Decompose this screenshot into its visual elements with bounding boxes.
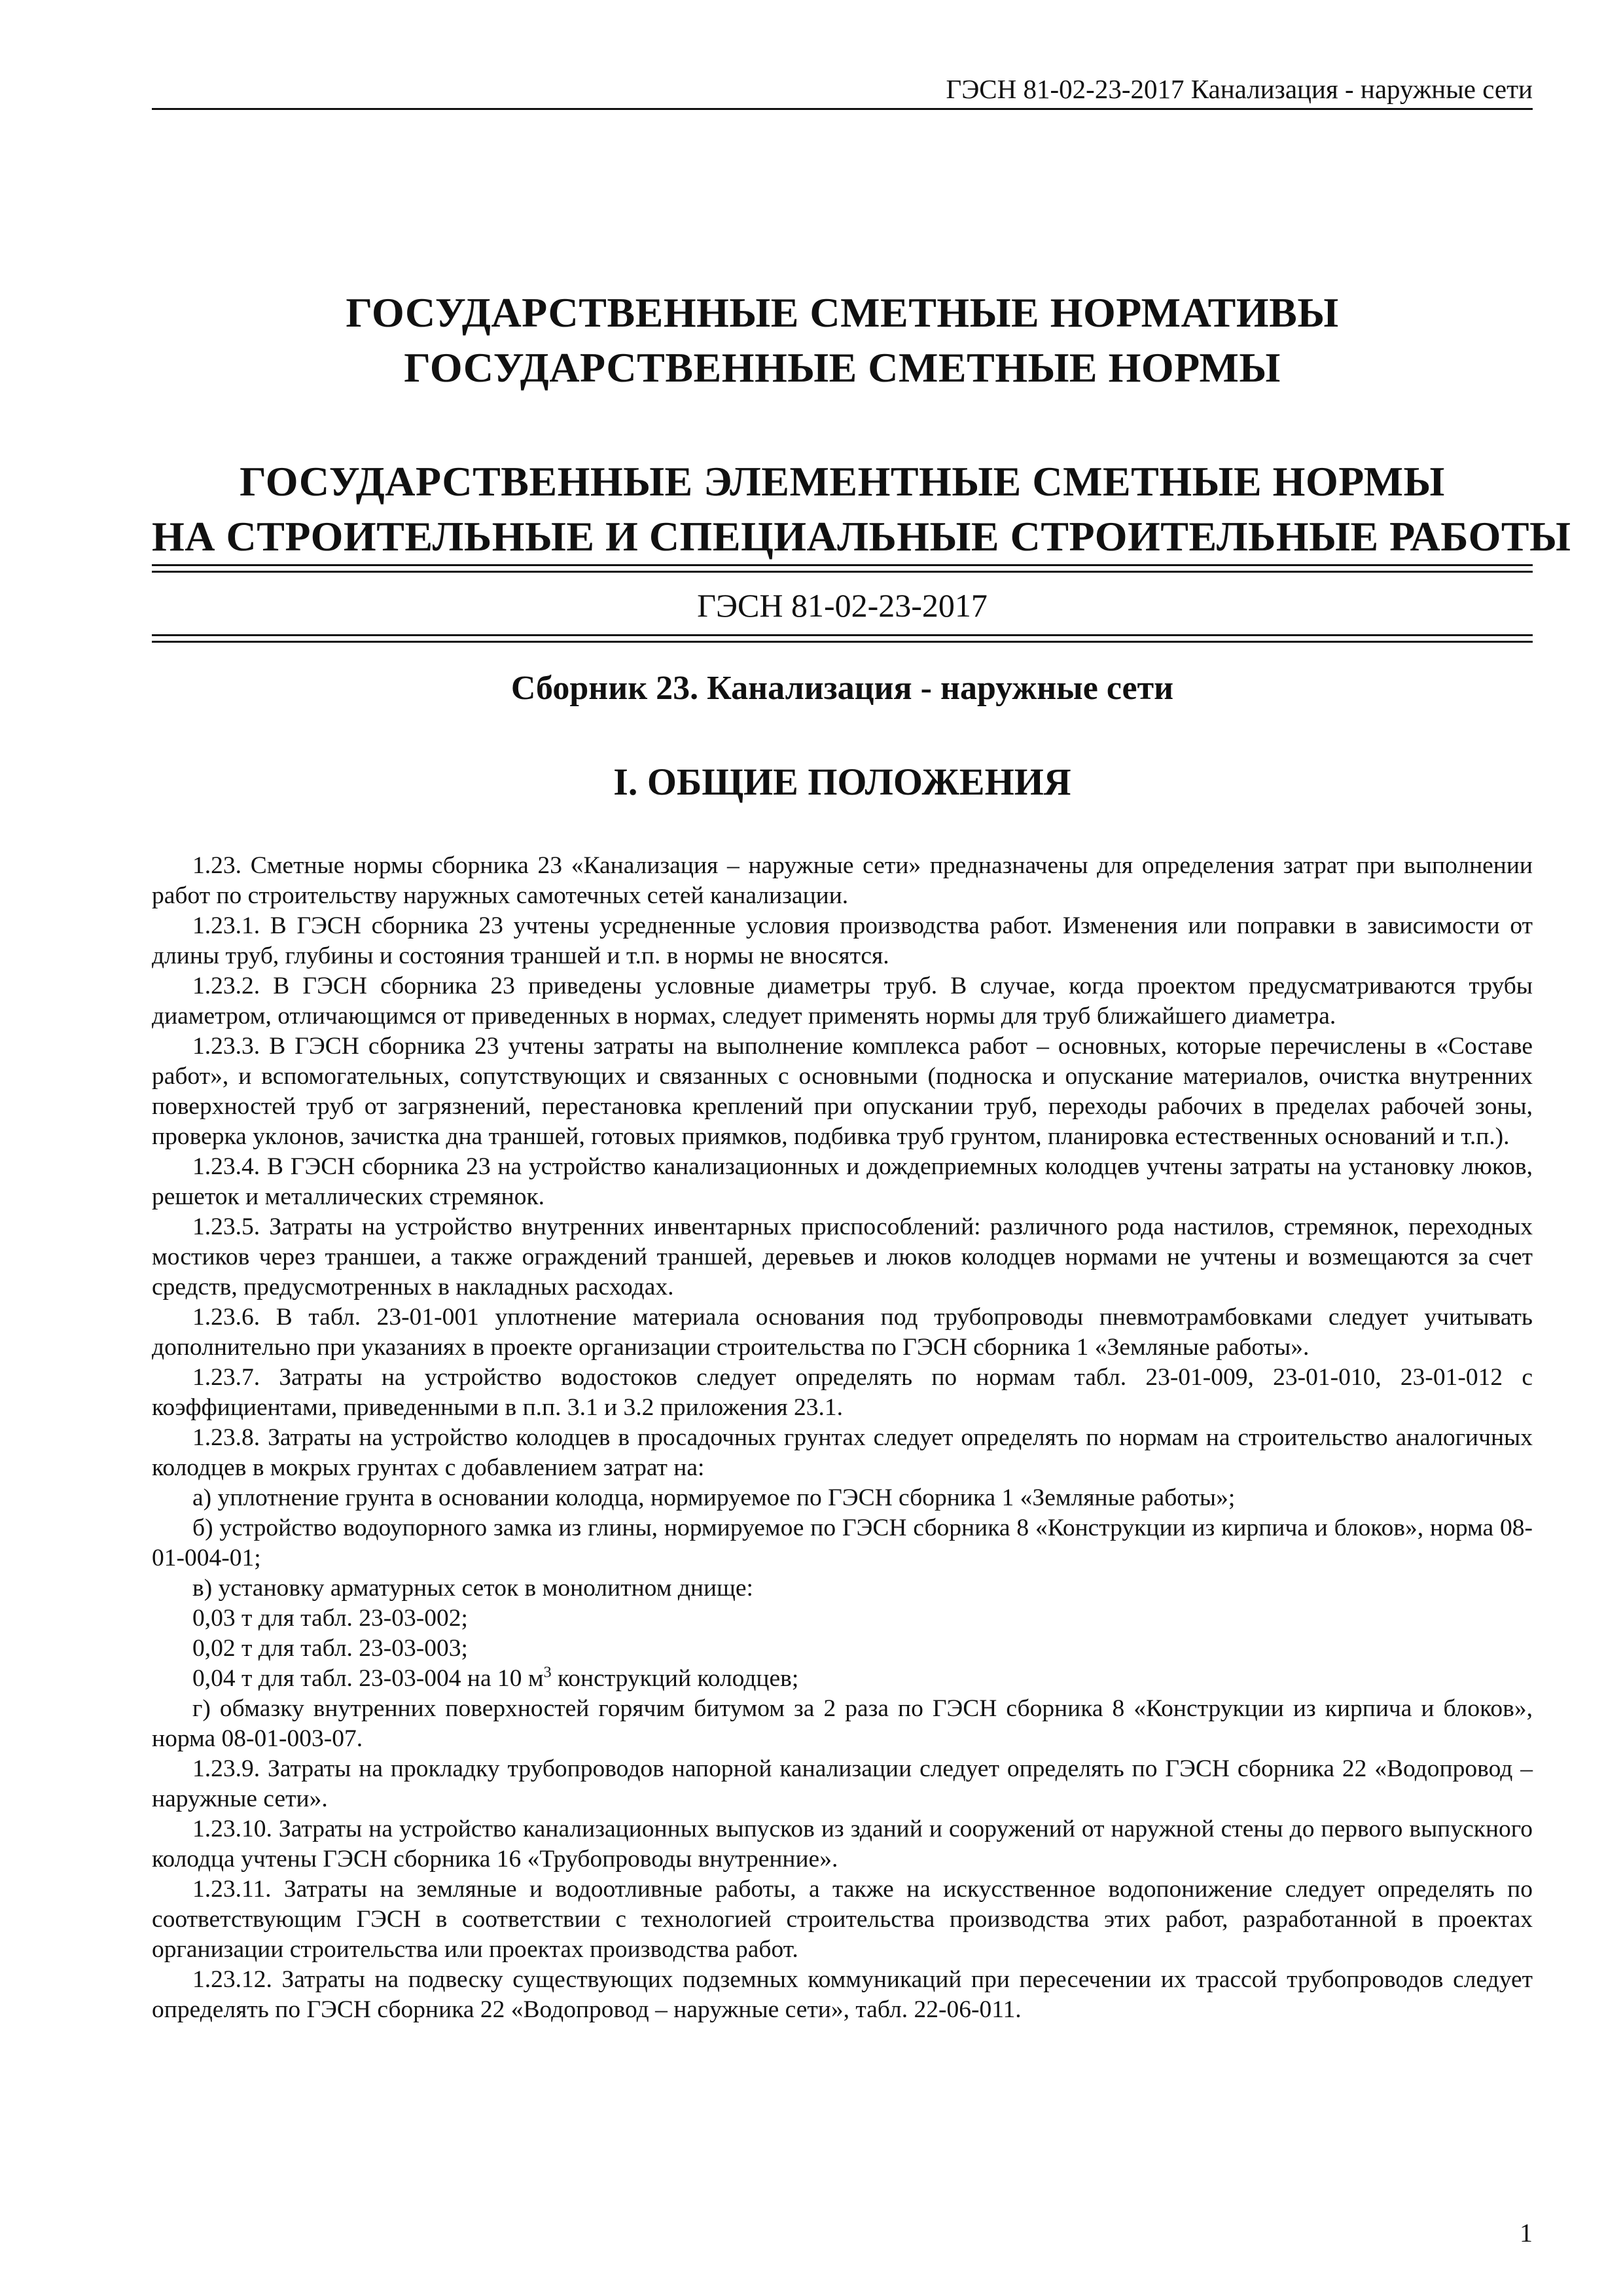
code-block: [152, 564, 1533, 643]
paragraph: 1.23.9. Затраты на прокладку трубопроводов напорной канализации следует определять по ГЭСН сборника 22 «Водопровод – наружные сети».: [152, 1755, 1533, 1812]
title-line-1: ГОСУДАРСТВЕННЫЕ СМЕТНЫЕ НОРМАТИВЫ: [346, 289, 1339, 336]
bottom-double-rule: [152, 634, 1533, 643]
list-item: [152, 1664, 1533, 1694]
paragraph: 1.23.2. В ГЭСН сборника 23 приведены условные диаметры труб. В случае, когда проектом предусматриваются трубы диаметром, отличающимся от приведенных в нормах, следует применять нормы для труб ближайшего диаметра.: [152, 973, 1533, 1030]
paragraph: 1.23.12. Затраты на подвеску существующих подземных коммуникаций при пересечении их трассой трубопроводов следует определять по ГЭСН сборника 22 «Водопровод – наружные сети», табл. 22-06-011.: [152, 1966, 1533, 2023]
list-item: а) уплотнение грунта в основании колодца, нормируемое по ГЭСН сборника 1 «Земляные работы»;: [192, 1484, 1236, 1511]
paragraph: 1.23.10. Затраты на устройство канализационных выпусков из зданий и сооружений от наружной стены до первого выпускного колодца учтены ГЭСН сборника 16 «Трубопроводы внутренние».: [152, 1816, 1533, 1873]
title-line-3: ГОСУДАРСТВЕННЫЕ ЭЛЕМЕНТНЫЕ СМЕТНЫЕ НОРМЫ: [240, 458, 1445, 505]
list-item-suffix: конструкций колодцев;: [551, 1665, 799, 1692]
title-gap: [152, 395, 1533, 454]
body-text: [152, 851, 1533, 2025]
list-item-text: 0,04 т для табл. 23-03-004 на 10 м: [192, 1665, 544, 1692]
list-item: г) обмазку внутренних поверхностей горячим битумом за 2 раза по ГЭСН сборника 8 «Конструкции из кирпича и блоков», норма 08-01-003-07.: [152, 1695, 1533, 1752]
list-item: б) устройство водоупорного замка из глины, нормируемое по ГЭСН сборника 8 «Конструкции из кирпича и блоков», норма 08-01-004-01;: [152, 1515, 1533, 1571]
page-number: 1: [1520, 2218, 1533, 2248]
paragraph: 1.23.3. В ГЭСН сборника 23 учтены затраты на выполнение комплекса работ – основных, которые перечислены в «Составе работ», и вспомогательных, сопутствующих и связанных с основными (подноска и опускание материалов, очистка внутренних поверхностей труб от загрязнений, перестановка креплений при опускании труб, переходы рабочих в пределах рабочей зоны, проверка уклонов, зачистка дна траншей, готовых приямков, подбивка труб грунтом, планировка естественных оснований и т.п.).: [152, 1033, 1533, 1150]
paragraph: 1.23.5. Затраты на устройство внутренних инвентарных приспособлений: различного рода настилов, стремянок, переходных мостиков через траншеи, а также ограждений траншей, деревьев и люков колодцев нормами не учтены и возмещаются за счет средств, предусмотренных в накладных расходах.: [152, 1213, 1533, 1300]
section-title: I. ОБЩИЕ ПОЛОЖЕНИЯ: [613, 761, 1071, 803]
list-item: в) установку арматурных сеток в монолитном днище:: [192, 1575, 753, 1602]
list-item: 0,02 т для табл. 23-03-003;: [192, 1635, 468, 1662]
paragraph: 1.23. Сметные нормы сборника 23 «Канализация – наружные сети» предназначены для определения затрат при выполнении работ по строительству наружных самотечных сетей канализации.: [152, 852, 1533, 909]
paragraph: 1.23.7. Затраты на устройство водостоков следует определять по нормам табл. 23-01-009, 23-01-010, 23-01-012 с коэффициентами, приведенными в п.п. 3.1 и 3.2 приложения 23.1.: [152, 1364, 1533, 1421]
paragraph: 1.23.4. В ГЭСН сборника 23 на устройство канализационных и дождеприемных колодцев учтены затраты на установку люков, решеток и металлических стремянок.: [152, 1153, 1533, 1210]
paragraph: 1.23.1. В ГЭСН сборника 23 учтены усредненные условия производства работ. Изменения или поправки в зависимости от длины труб, глубины и состояния траншей и т.п. в нормы не вносятся.: [152, 912, 1533, 969]
header-rule: [152, 108, 1533, 110]
paragraph: 1.23.11. Затраты на земляные и водоотливные работы, а также на искусственное водопонижение следует определять по соответствующим ГЭСН в соответствии с технологией строительства производства этих работ, разработанной в проектах организации строительства или проектах производства работ.: [152, 1876, 1533, 1963]
top-double-rule: [152, 564, 1533, 573]
list-item: 0,03 т для табл. 23-03-002;: [192, 1605, 468, 1632]
paragraph: 1.23.8. Затраты на устройство колодцев в просадочных грунтах следует определять по нормам на строительство аналогичных колодцев в мокрых грунтах с добавлением затрат на:: [152, 1424, 1533, 1481]
unit-superscript: 3: [543, 1664, 552, 1681]
paragraph: 1.23.6. В табл. 23-01-001 уплотнение материала основания под трубопроводы пневмотрамбовками следует учитывать дополнительно при указаниях в проекте организации строительства по ГЭСН сборника 1 «Земляные работы».: [152, 1304, 1533, 1361]
title-line-2: ГОСУДАРСТВЕННЫЕ СМЕТНЫЕ НОРМЫ: [404, 344, 1281, 391]
title-block: [152, 285, 1571, 564]
document-code: ГЭСН 81-02-23-2017: [697, 587, 988, 624]
collection-title: Сборник 23. Канализация - наружные сети: [510, 670, 1174, 707]
running-header: ГЭСН 81-02-23-2017 Канализация - наружные сети: [946, 74, 1533, 104]
title-line-4: НА СТРОИТЕЛЬНЫЕ И СПЕЦИАЛЬНЫЕ СТРОИТЕЛЬНЫЕ РАБОТЫ: [152, 513, 1571, 560]
